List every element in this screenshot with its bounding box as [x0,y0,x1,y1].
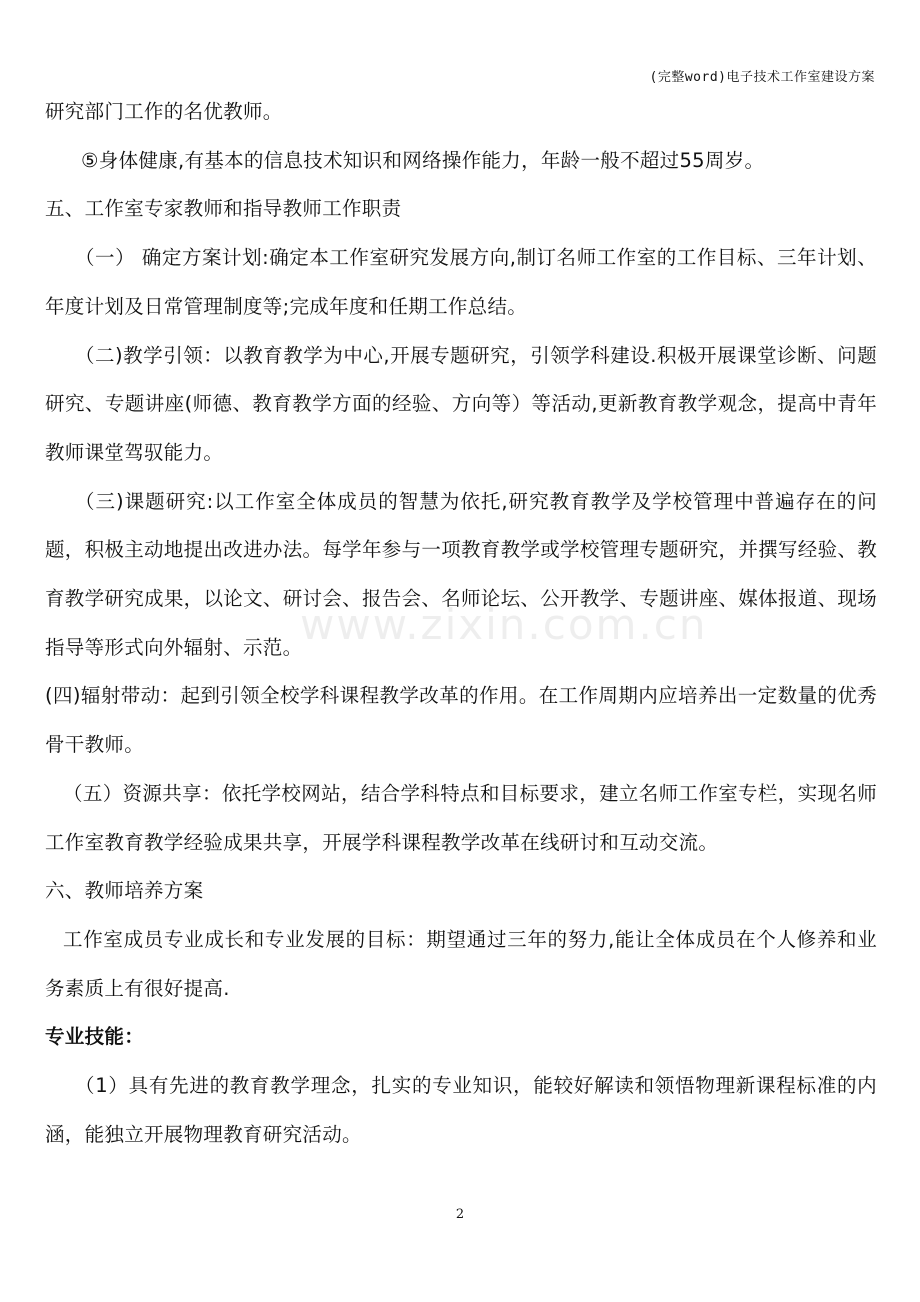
paragraph-duty-2: （二)教学引领：以教育教学为中心,开展专题研究，引领学科建设.积极开展课堂诊断、问题研究、专题讲座(师德、教育教学方面的经验、方向等）等活动,更新教育教学观念，提高中青年教师课堂驾驭能力。 [45,343,877,464]
paragraph-requirement-5: ⑤身体健康,有基本的信息技术知识和网络操作能力，年龄一般不超过55周岁。 [81,148,765,172]
paragraph-skill-1: （1）具有先进的教育教学理念，扎实的专业知识，能较好解读和领悟物理新课程标准的内涵，能独立开展物理教育研究活动。 [45,1074,877,1146]
section-heading-6: 六、教师培养方案 [45,879,204,903]
document-header: (完整word)电子技术工作室建设方案 [649,70,875,85]
subheading-professional-skills: 专业技能： [45,1025,145,1049]
paragraph-duty-1: （一） 确定方案计划:确定本工作室研究发展方向,制订名师工作室的工作目标、三年计划、年度计划及日常管理制度等;完成年度和任期工作总结。 [45,246,877,318]
paragraph-duty-5: （五）资源共享：依托学校网站，结合学科特点和目标要求，建立名师工作室专栏，实现名师工作室教育教学经验成果共享，开展学科课程教学改革在线研讨和互动交流。 [45,781,877,854]
paragraph-continuation: 研究部门工作的名优教师。 [45,100,283,123]
section-heading-5: 五、工作室专家教师和指导教师工作职责 [45,197,402,221]
document-body [45,88,877,1159]
watermark: www.zixin.com.cn [300,600,708,649]
paragraph-training-goal: 工作室成员专业成长和专业发展的目标：期望通过三年的努力,能让全体成员在个人修养和业务素质上有很好提高. [45,927,877,1000]
page-number: 2 [455,1207,465,1222]
paragraph-duty-4: (四)辐射带动：起到引领全校学科课程教学改革的作用。在工作周期内应培养出一定数量的优秀骨干教师。 [45,684,877,757]
paragraph-duty-3: （三)课题研究:以工作室全体成员的智慧为依托,研究教育教学及学校管理中普遍存在的问题，积极主动地提出改进办法。每学年参与一项教育教学或学校管理专题研究，并撰写经验、教育教学研究成果，以论文、研讨会、报告会、名师论坛、公开教学、专题讲座、媒体报道、现场指导等形式向外辐射、示范。 [45,489,877,659]
